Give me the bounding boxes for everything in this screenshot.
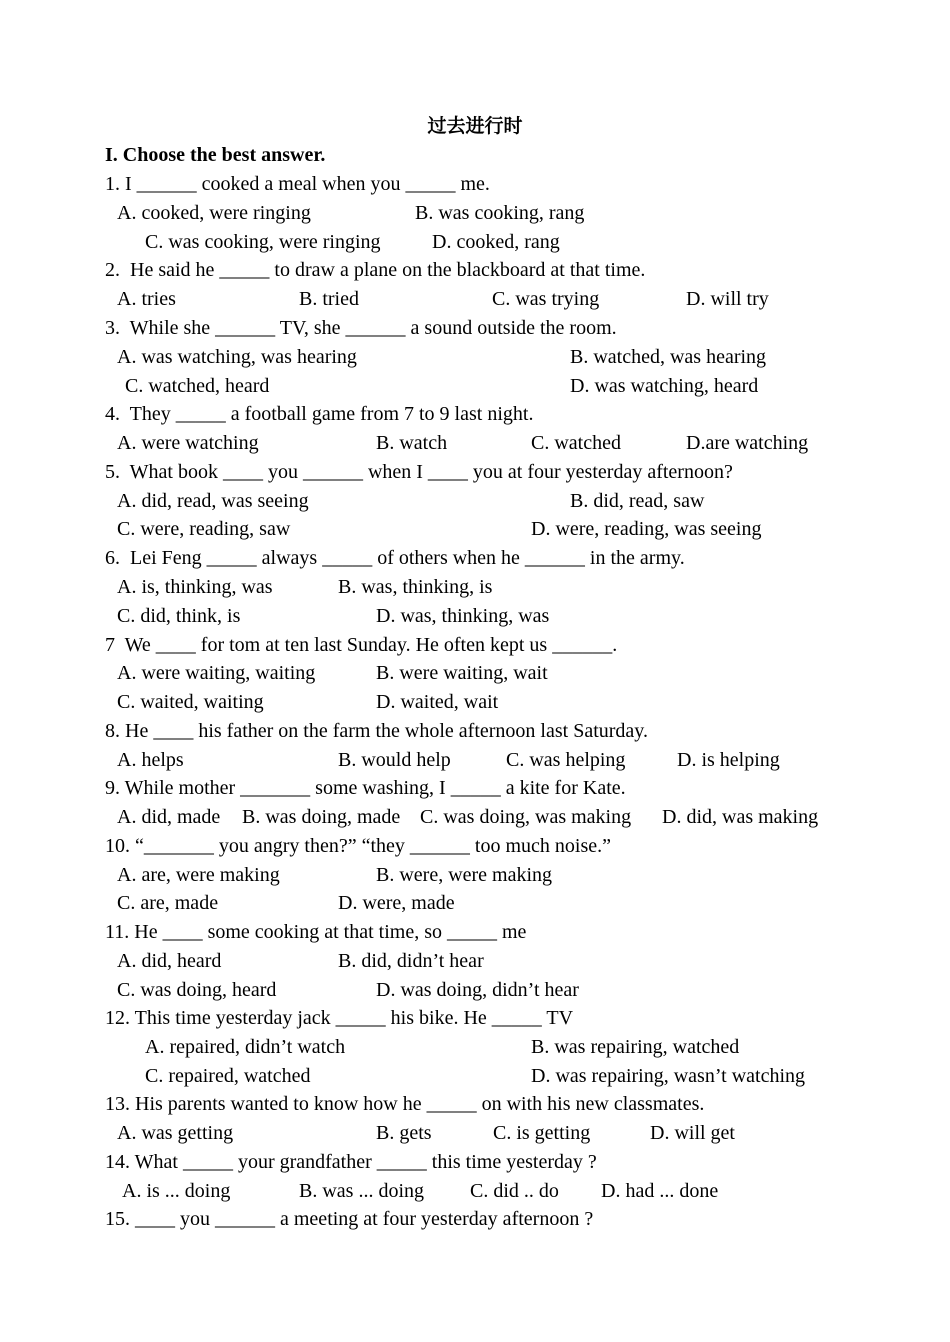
option: A. did, read, was seeing [117,490,309,512]
option: B. tried [299,288,359,310]
option: C. did, think, is [117,605,241,627]
option: C. was helping [506,749,626,771]
option: D. was repairing, wasn’t watching [531,1065,806,1087]
option: C. watched [531,432,621,454]
option: C. is getting [493,1122,591,1144]
option: C. watched, heard [125,375,270,397]
question-stem: 1. I ______ cooked a meal when you _____ me. [105,173,490,195]
option: D. did, was making [662,806,819,828]
question-stem: 8. He ____ his father on the farm the whole afternoon last Saturday. [105,720,648,742]
option: B. was repairing, watched [531,1036,740,1058]
option: D. were, made [338,892,455,914]
page-title: 过去进行时 [427,115,523,137]
option: B. were, were making [376,864,553,886]
question-stem: 2. He said he _____ to draw a plane on the blackboard at that time. [105,259,646,281]
option: A. tries [117,288,176,310]
question-stem: 3. While she ______ TV, she ______ a sound outside the room. [105,317,617,339]
option: C. were, reading, saw [117,518,291,540]
option: B. was, thinking, is [338,576,493,598]
option: B. was doing, made [242,806,401,828]
option: B. was ... doing [299,1180,424,1202]
option: B. watched, was hearing [570,346,767,368]
option: A. did, made [117,806,221,828]
option: C. are, made [117,892,219,914]
question-stem: 10. “_______ you angry then?” “they ______ too much noise.” [105,835,611,857]
option: A. were waiting, waiting [117,662,316,684]
option: D. cooked, rang [432,231,560,253]
question-stem: 12. This time yesterday jack _____ his bike. He _____ TV [105,1007,574,1029]
question-stem: 5. What book ____ you ______ when I ____ you at four yesterday afternoon? [105,461,733,483]
option: A. is ... doing [122,1180,231,1202]
option: D. will try [686,288,769,310]
option: C. did .. do [470,1180,559,1202]
option: A. cooked, were ringing [117,202,311,224]
option: D. was, thinking, was [376,605,550,627]
option: B. did, read, saw [570,490,705,512]
option: C. was doing, heard [117,979,277,1001]
option: D. was watching, heard [570,375,759,397]
option: B. watch [376,432,448,454]
question-stem: 9. While mother _______ some washing, I _____ a kite for Kate. [105,777,626,799]
option: A. was getting [117,1122,234,1144]
option: A. helps [117,749,184,771]
question-stem: 15. ____ you ______ a meeting at four yesterday afternoon ? [105,1208,594,1230]
question-stem: 7 We ____ for tom at ten last Sunday. He often kept us ______. [105,634,618,656]
option: C. was cooking, were ringing [145,231,381,253]
question-stem: 14. What _____ your grandfather _____ this time yesterday ? [105,1151,597,1173]
option: A. is, thinking, was [117,576,273,598]
option: D. will get [650,1122,735,1144]
option: B. were waiting, wait [376,662,548,684]
option: D. were, reading, was seeing [531,518,762,540]
option: B. did, didn’t hear [338,950,484,972]
option: D.are watching [686,432,809,454]
question-stem: 6. Lei Feng _____ always _____ of others when he ______ in the army. [105,547,685,569]
option: D. waited, wait [376,691,499,713]
option: A. are, were making [117,864,280,886]
question-stem: 11. He ____ some cooking at that time, so _____ me [105,921,527,943]
option: B. gets [376,1122,432,1144]
question-stem: 4. They _____ a football game from 7 to 9 last night. [105,403,534,425]
section-heading: I. Choose the best answer. [105,144,326,166]
option: B. would help [338,749,451,771]
option: A. repaired, didn’t watch [145,1036,346,1058]
option: A. were watching [117,432,259,454]
option: A. did, heard [117,950,222,972]
option: C. was doing, was making [420,806,632,828]
question-stem: 13. His parents wanted to know how he _____ on with his new classmates. [105,1093,705,1115]
option: D. had ... done [601,1180,719,1202]
option: C. repaired, watched [145,1065,311,1087]
option: A. was watching, was hearing [117,346,357,368]
option: D. is helping [677,749,780,771]
option: C. waited, waiting [117,691,264,713]
option: C. was trying [492,288,600,310]
option: D. was doing, didn’t hear [376,979,579,1001]
option: B. was cooking, rang [415,202,585,224]
